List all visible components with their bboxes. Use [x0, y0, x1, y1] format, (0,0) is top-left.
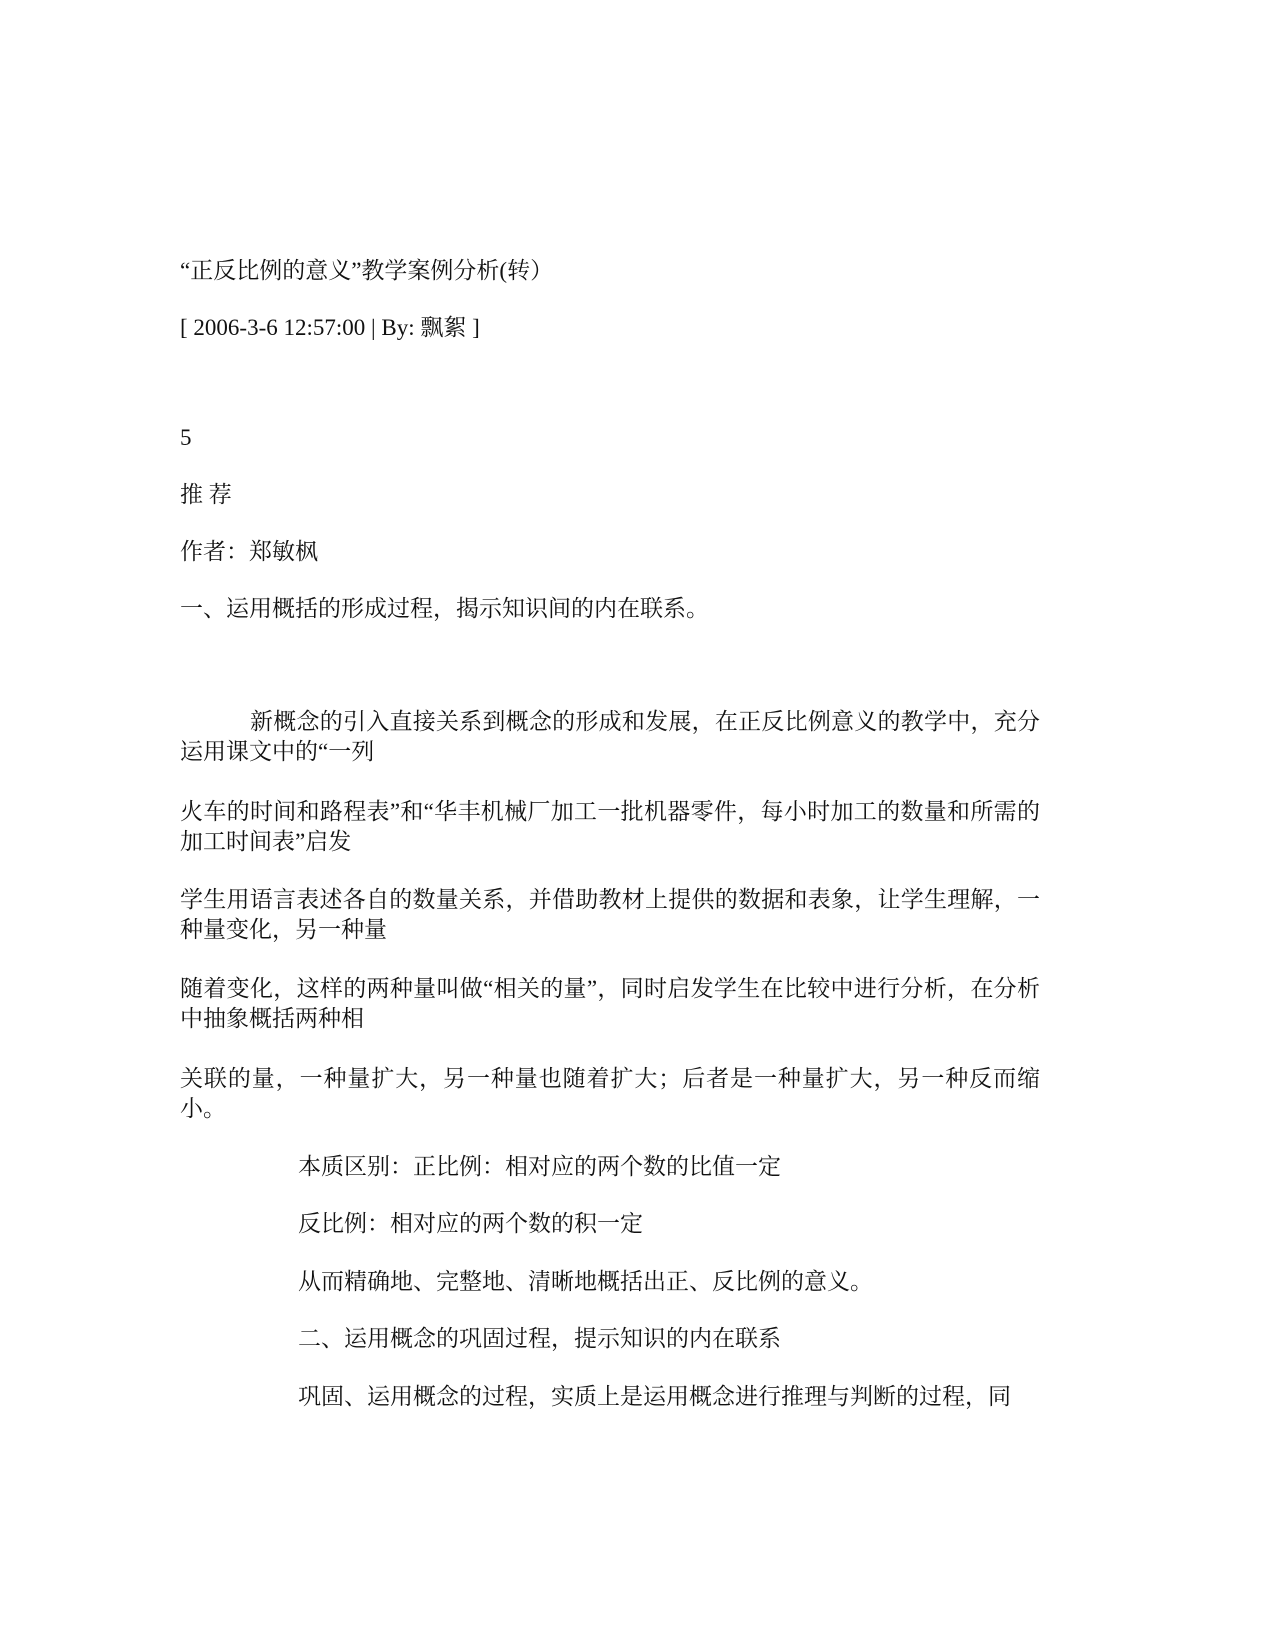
author-line: 作者：郑敏枫: [180, 539, 318, 564]
recommend-label: 推 荐: [180, 482, 232, 507]
conclusion-line: 从而精确地、完整地、清晰地概括出正、反比例的意义。: [298, 1269, 873, 1294]
body-paragraph: 随着变化，这样的两种量叫做“相关的量”，同时启发学生在比较中进行分析，在分析中抽象概括两种相: [180, 976, 1040, 1031]
body-paragraph: 学生用语言表述各自的数量关系，并借助教材上提供的数据和表象，让学生理解，一种量变化，另一种量: [180, 887, 1040, 942]
section2-text: 巩固、运用概念的过程，实质上是运用概念进行推理与判断的过程，同: [298, 1384, 1011, 1409]
body-paragraph: 关联的量，一种量扩大，另一种量也随着扩大；后者是一种量扩大，另一种反而缩小。: [180, 1066, 1040, 1121]
body-paragraph: 新概念的引入直接关系到概念的形成和发展，在正反比例意义的教学中，充分运用课文中的“一列: [180, 709, 1040, 764]
section2-heading: 二、运用概念的巩固过程，提示知识的内在联系: [298, 1326, 781, 1351]
recommend-count: 5: [180, 425, 192, 450]
section1-heading: 一、运用概括的形成过程，揭示知识间的内在联系。: [180, 596, 709, 621]
post-meta: [ 2006-3-6 12:57:00 | By: 飘絮 ]: [180, 315, 480, 340]
document-title: “正反比例的意义”教学案例分析(转）: [180, 258, 554, 283]
essence-line-direct: 本质区别：正比例：相对应的两个数的比值一定: [298, 1154, 781, 1179]
body-paragraph: 火车的时间和路程表”和“华丰机械厂加工一批机器零件，每小时加工的数量和所需的加工时间表”启发: [180, 799, 1040, 854]
essence-line-inverse: 反比例：相对应的两个数的积一定: [298, 1211, 643, 1236]
